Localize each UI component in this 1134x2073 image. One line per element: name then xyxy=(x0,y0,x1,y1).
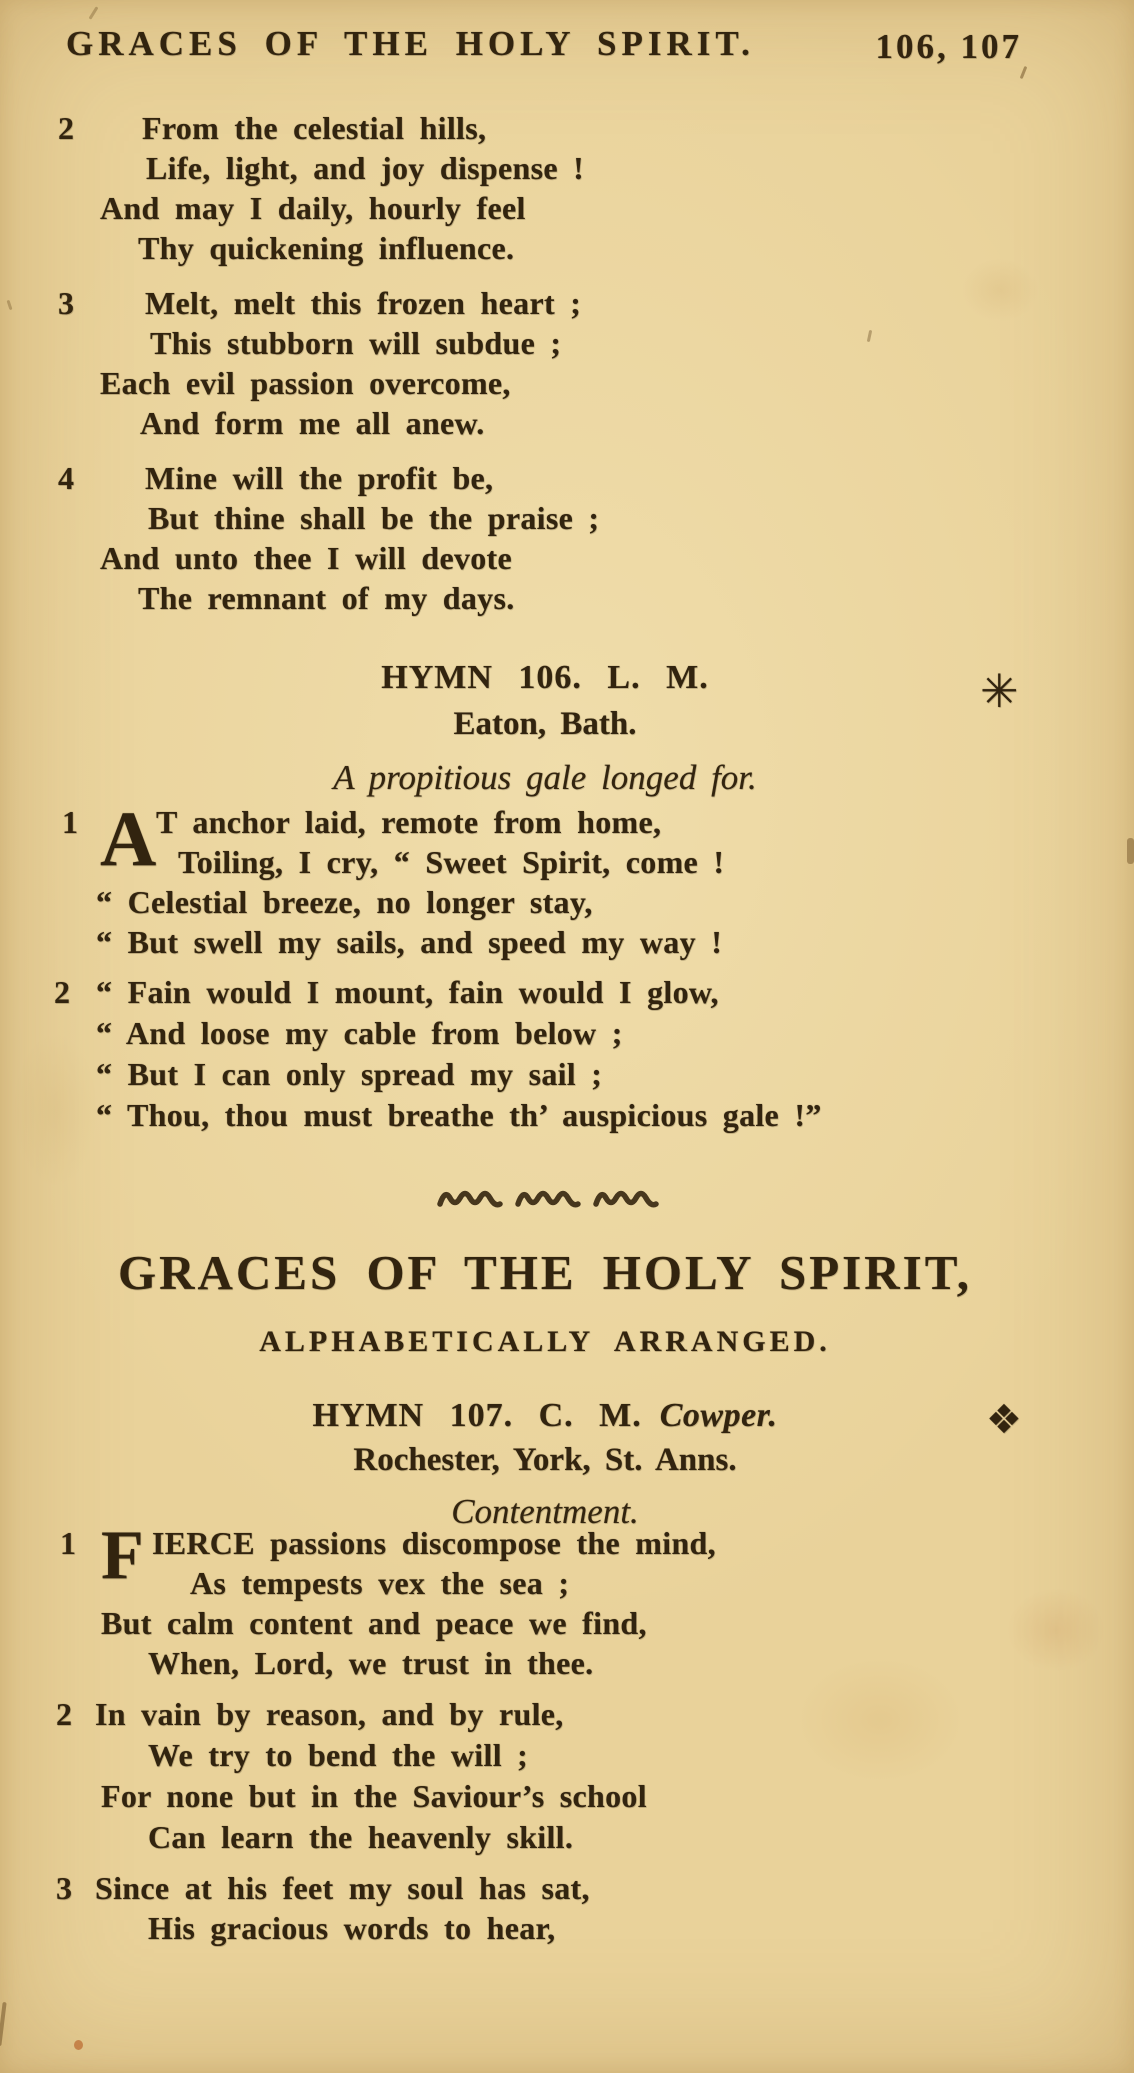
verse-line: When, Lord, we trust in thee. xyxy=(148,1645,594,1681)
stanza xyxy=(0,458,1134,618)
paper-mark xyxy=(1020,66,1028,79)
verse-line: In vain by reason, and by rule, xyxy=(95,1696,564,1732)
stanza xyxy=(0,795,1134,962)
verse-line: T anchor laid, remote from home, xyxy=(156,804,662,840)
stanza-number: 2 xyxy=(54,974,71,1010)
stanza xyxy=(0,108,1134,268)
section-divider xyxy=(437,1186,667,1217)
stanza-number: 1 xyxy=(62,804,79,840)
paper-mark xyxy=(1127,838,1134,864)
verse-line: “ But I can only spread my sail ; xyxy=(96,1056,603,1092)
section-title: GRACES OF THE HOLY SPIRIT, xyxy=(117,1245,972,1300)
paper-mark xyxy=(0,2002,7,2046)
paper-mark xyxy=(89,6,99,19)
hymn-epigraph: A propitious gale longed for. xyxy=(333,758,757,797)
quatrefoil-fleuron-icon: ❖ xyxy=(986,1397,1022,1443)
running-title: GRACES OF THE HOLY SPIRIT. xyxy=(66,24,755,63)
verse-line: Thy quickening influence. xyxy=(138,230,515,266)
verse-line: And unto thee I will devote xyxy=(100,540,513,576)
verse-line: IERCE passions discompose the mind, xyxy=(152,1525,716,1561)
verse-line: This stubborn will subdue ; xyxy=(150,325,562,361)
verse-line: “ Fain would I mount, fain would I glow, xyxy=(96,974,719,1010)
stanza xyxy=(0,1517,1134,1683)
verse-line: Each evil passion overcome, xyxy=(100,365,511,401)
hymn-heading-text: HYMN 107. C. M. xyxy=(312,1397,642,1434)
stanza xyxy=(0,283,1134,443)
verse-line: Life, light, and joy dispense ! xyxy=(146,150,585,186)
verse-line: And form me all anew. xyxy=(140,405,485,441)
stanza xyxy=(0,972,1134,1136)
section-subtitle: ALPHABETICALLY ARRANGED. xyxy=(259,1325,831,1358)
drop-cap: F xyxy=(101,1517,144,1594)
verse-line: Can learn the heavenly skill. xyxy=(148,1819,574,1855)
verse-line: From the celestial hills, xyxy=(142,110,487,146)
verse-line: Since at his feet my soul has sat, xyxy=(95,1870,590,1906)
stanza xyxy=(0,1868,1134,1948)
verse-line: But calm content and peace we find, xyxy=(101,1605,647,1641)
stanza-number: 2 xyxy=(56,1696,73,1732)
hymn-heading xyxy=(60,1396,1030,1436)
squiggle-ornament xyxy=(437,1186,667,1212)
stanza-number: 1 xyxy=(60,1525,77,1561)
drop-cap: A xyxy=(100,795,157,882)
paper-mark xyxy=(74,2040,83,2050)
verse-line: We try to bend the will ; xyxy=(148,1737,529,1773)
stanza-number: 4 xyxy=(58,460,75,496)
verse-line: Mine will the profit be, xyxy=(145,460,494,496)
tune-names: Eaton, Bath. xyxy=(453,706,637,742)
hymn-heading: HYMN 106. L. M. xyxy=(381,659,709,696)
verse-line: And may I daily, hourly feel xyxy=(100,190,526,226)
verse-line: “ And loose my cable from below ; xyxy=(96,1015,623,1051)
verse-line: “ But swell my sails, and speed my way ! xyxy=(96,924,723,960)
verse-line: The remnant of my days. xyxy=(138,580,515,616)
verse-line: Toiling, I cry, “ Sweet Spirit, come ! xyxy=(178,844,725,880)
verse-line: “ Thou, thou must breathe th’ auspicious gale !” xyxy=(96,1097,822,1133)
hymn-author: Cowper. xyxy=(659,1397,778,1434)
asterisk-fleuron-icon: ✳ xyxy=(980,664,1019,718)
stanza-number: 2 xyxy=(58,110,75,146)
verse-line: But thine shall be the praise ; xyxy=(148,500,600,536)
stanza-number: 3 xyxy=(58,285,75,321)
verse-line: As tempests vex the sea ; xyxy=(190,1565,570,1601)
tune-names: Rochester, York, St. Anns. xyxy=(353,1442,737,1478)
verse-line: “ Celestial breeze, no longer stay, xyxy=(96,884,593,920)
hymn-epigraph: Contentment. xyxy=(451,1492,639,1531)
verse-line: For none but in the Saviour’s school xyxy=(101,1778,647,1814)
page-numbers: 106, 107 xyxy=(875,27,1022,66)
stanza-number: 3 xyxy=(56,1870,73,1906)
verse-line: His gracious words to hear, xyxy=(148,1910,556,1946)
stanza xyxy=(0,1694,1134,1858)
verse-line: Melt, melt this frozen heart ; xyxy=(145,285,582,321)
